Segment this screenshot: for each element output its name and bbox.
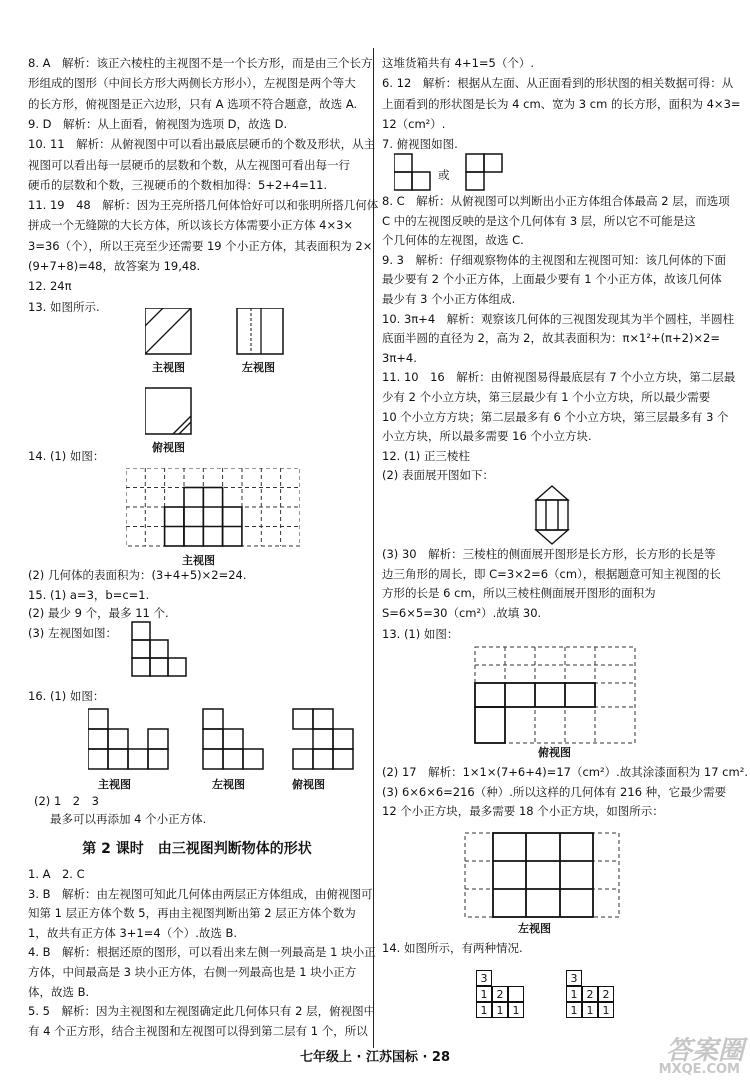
right-mid-line: 最少有 3 个小正方体组成.: [382, 292, 516, 306]
q13-label2: 左视图: [518, 922, 551, 935]
front-view-diagonal: [145, 308, 191, 354]
left-bottom-line: 知第 1 层正方体个数 5，再由主视图判断出第 2 层正方体个数为: [28, 906, 356, 921]
right-mid-line: 少有 2 个小立方块，第三层最少有 1 个小立方块，所以最少需要: [382, 390, 711, 404]
left-bottom-line: 5. 5 解析：因为主视图和左视图确定此几何体只有 2 层，俯视图中: [28, 1004, 376, 1019]
q16-label-front: 主视图: [98, 778, 131, 791]
left-top-line: 10. 11 解析：从俯视图中可以看出最底层硬币的个数及形状，从主: [28, 137, 376, 152]
q15-line2: (2) 最少 9 个，最多 11 个.: [28, 606, 169, 620]
right-top-line: 6. 12 解析：根据从左面、从正面看到的形状图的相关数据可得：从: [382, 76, 734, 91]
right-mid-line: 小立方块，所以最多需要 16 个小立方块.: [382, 429, 592, 444]
right-top-line: 7. 俯视图如图.: [382, 137, 458, 152]
right-top-line: 12（cm²）.: [382, 116, 446, 131]
right-mid-line: 9. 3 解析：仔细观察物体的主视图和左视图可知：该几何体的下面: [382, 252, 726, 267]
left-bottom-line: 1，故共有正方体 3+1=4（个）.故选 B.: [28, 925, 238, 940]
grid-cell: 3: [476, 970, 492, 986]
right-q12-line: 边三角形的周长，即 C=3×2=6（cm），根据题意可知主视图的长: [382, 566, 721, 581]
figure-16-three-views: [88, 707, 388, 773]
left-top-line: 拼成一个无缝隙的大长方体，所以该长方体需要小正方体 4×3×: [28, 218, 354, 233]
q16-label-top: 俯视图: [292, 778, 325, 791]
grid-cell: 1: [492, 1002, 508, 1018]
grid-cell: 3: [566, 970, 582, 986]
grid-cell: [582, 970, 598, 986]
right-q13-line: 12 个小正方块，最多需要 18 个小正方块，如图所示：: [382, 804, 664, 819]
right-mid-line: C 中的左视图反映的是这个几何体有 3 层，所以它不可能是这: [382, 213, 696, 228]
right-mid-line: 12. (1) 正三棱柱: [382, 448, 470, 463]
q15-line1: 15. (1) a=3，b=c=1.: [28, 588, 150, 602]
grid-cell: 1: [566, 1002, 582, 1018]
q16-label-left: 左视图: [212, 778, 245, 791]
q16-line2: (2) 1 2 3: [34, 794, 99, 808]
right-mid-line: 11. 10 16 解析：由俯视图易得最底层有 7 个小立方块，第二层最: [382, 370, 736, 385]
q13-label1: 俯视图: [538, 746, 571, 759]
section-title: 第 2 课时 由三视图判断物体的形状: [82, 841, 312, 857]
right-q12-line: (3) 30 解析：三棱柱的侧面展开图形是长方形，长方形的长是等: [382, 547, 716, 561]
right-mid-line: 8. C 解析：从俯视图可以判断出小正方体组合体最高 2 层，而选项: [382, 194, 730, 208]
left-view-square: [237, 308, 283, 354]
right-top-line: 上面看到的形状图是长为 4 cm、宽为 3 cm 的长方形，面积为 4×3=: [382, 96, 741, 111]
right-mid-line: 10 个小立方方块；第二层最多有 6 个小立方块，第三层最多有 3 个: [382, 409, 729, 424]
grid-cell: [492, 970, 508, 986]
figure-14-grid: [126, 468, 300, 550]
top-view-square: [145, 388, 191, 434]
q14-intro: 14. (1) 如图：: [28, 449, 105, 463]
q16-intro: 16. (1) 如图：: [28, 689, 105, 703]
left-bottom-line: 方体，中间最高是 3 块小正方体，右侧一列最高也是 1 块小正方: [28, 965, 357, 979]
page-footer: 七年级上 · 江苏国标 · 28: [299, 1050, 451, 1065]
left-top-line: 9. D 解析：从上面看，俯视图为选项 D，故选 D.: [28, 116, 288, 131]
grid-cell: 1: [566, 986, 582, 1002]
right-q13-line: (2) 17 解析：1×1×(7+6+4)=17（cm²）.故其涂漆面积为 17 cm².: [382, 765, 748, 779]
right-q13-line: (3) 6×6×6=216（种）.所以这样的几何体有 216 种，它最少需要: [382, 784, 727, 799]
left-bottom-line: 1. A 2. C: [28, 867, 85, 881]
q16-left: [203, 709, 263, 769]
left-top-line: 12. 24π: [28, 279, 72, 294]
front-view-diagonal2: [145, 308, 163, 326]
figure-13-left-view: [464, 832, 620, 918]
left-top-line: 13. 如图所示.: [28, 299, 100, 314]
left-top-line: 11. 19 48 解析：因为王亮所搭几何体恰好可以和张明所搭几何体: [28, 198, 379, 213]
grid-cell: 2: [492, 986, 508, 1002]
left-top-line: 的长方形，俯视图是正六边形，只有 A 选项不符合题意，故选 A.: [28, 96, 358, 111]
right-mid-line: 个几何体的左视图，故选 C.: [382, 233, 524, 248]
left-top-line: 3=36（个），所以王亮至少还需要 19 个小正方体，其表面积为 2×: [28, 238, 373, 253]
grid-cell: 1: [508, 1002, 524, 1018]
q16-top: [293, 709, 353, 769]
q16-front: [88, 709, 168, 769]
right-mid-line: 10. 3π+4 解析：观察该几何体的三视图发现其为半个圆柱，半圆柱: [382, 311, 735, 326]
fig13-label-front: 主视图: [152, 361, 185, 374]
watermark-url: MXQE.COM: [658, 1062, 740, 1077]
grid-cell: 1: [598, 1002, 614, 1018]
left-top-line: 8. A 解析：该正六棱柱的主视图不是一个长方形，而是由三个长方: [28, 56, 373, 70]
figure-12-net: [532, 484, 572, 546]
q13-intro: 13. (1) 如图：: [382, 627, 459, 641]
q16-line3: 最多可以再添加 4 个小正方体.: [50, 812, 207, 826]
q15-line3: (3) 左视图如图：: [28, 626, 117, 640]
grid-cell: [508, 986, 524, 1002]
top-view-diagonal2: [179, 422, 191, 434]
right-mid-line: 底面半圆的直径为 2，高为 2，故其表面积为：π×1²+(π+2)×2=: [382, 331, 721, 346]
q14-solid-shape: [165, 488, 242, 547]
left-top-line: 形组成的图形（中间长方形大两侧长方形小），左视图是两个等大: [28, 76, 356, 91]
right-mid-line: 最少要有 2 个小正方体，上面最少要有 1 个小正方体，故该几何体: [382, 272, 722, 287]
q7-or: 或: [438, 168, 450, 182]
left-bottom-line: 体，故选 B.: [28, 984, 90, 999]
left-bottom-line: 4. B 解析：根据还原的图形，可以看出来左侧一列最高是 1 块小正: [28, 945, 376, 960]
grid-cell: 1: [582, 1002, 598, 1018]
right-mid-line: 3π+4.: [382, 350, 417, 365]
grid-cell: 1: [476, 1002, 492, 1018]
grid-cell: 2: [598, 986, 614, 1002]
right-top-line: 这堆货箱共有 4+1=5（个）.: [382, 56, 535, 70]
figure-13-top-view: [474, 646, 636, 744]
fig13-label-left: 左视图: [242, 361, 275, 374]
q14r-intro: 14. 如图所示，有两种情况.: [382, 941, 523, 955]
watermark-logo: 答案圈: [665, 1036, 744, 1066]
grid-cell: 2: [582, 986, 598, 1002]
grid-cell: 1: [476, 986, 492, 1002]
right-q12-line: 方形的长是 6 cm，所以三棱柱侧面展开图形的面积为: [382, 586, 656, 601]
right-mid-line: (2) 表面展开图如下：: [382, 468, 494, 483]
right-q12-line: S=6×5=30（cm²）.故填 30.: [382, 605, 542, 620]
left-top-line: 硬币的层数和个数，三视硬币的个数相加得：5+2+4=11.: [28, 177, 328, 192]
left-top-line: (9+7+8)=48，故答案为 19,48.: [28, 259, 201, 273]
q14-line2: (2) 几何体的表面积为：(3+4+5)×2=24.: [28, 568, 247, 582]
left-bottom-line: 有 4 个正方形，结合主视图和左视图可以得到第二层有 1 个，所以: [28, 1023, 368, 1038]
left-top-line: 视图可以看出每一层硬币的层数和个数，从左视图可看出每一行: [28, 157, 350, 172]
figure-15-left-view: [128, 620, 192, 684]
figure-7-top-views: [394, 152, 514, 196]
q14-fig-label: 主视图: [182, 554, 215, 567]
fig13-label-top: 俯视图: [152, 441, 185, 454]
left-bottom-line: 3. B 解析：由左视图可知此几何体由两层正方体组成，由俯视图可: [28, 886, 373, 901]
